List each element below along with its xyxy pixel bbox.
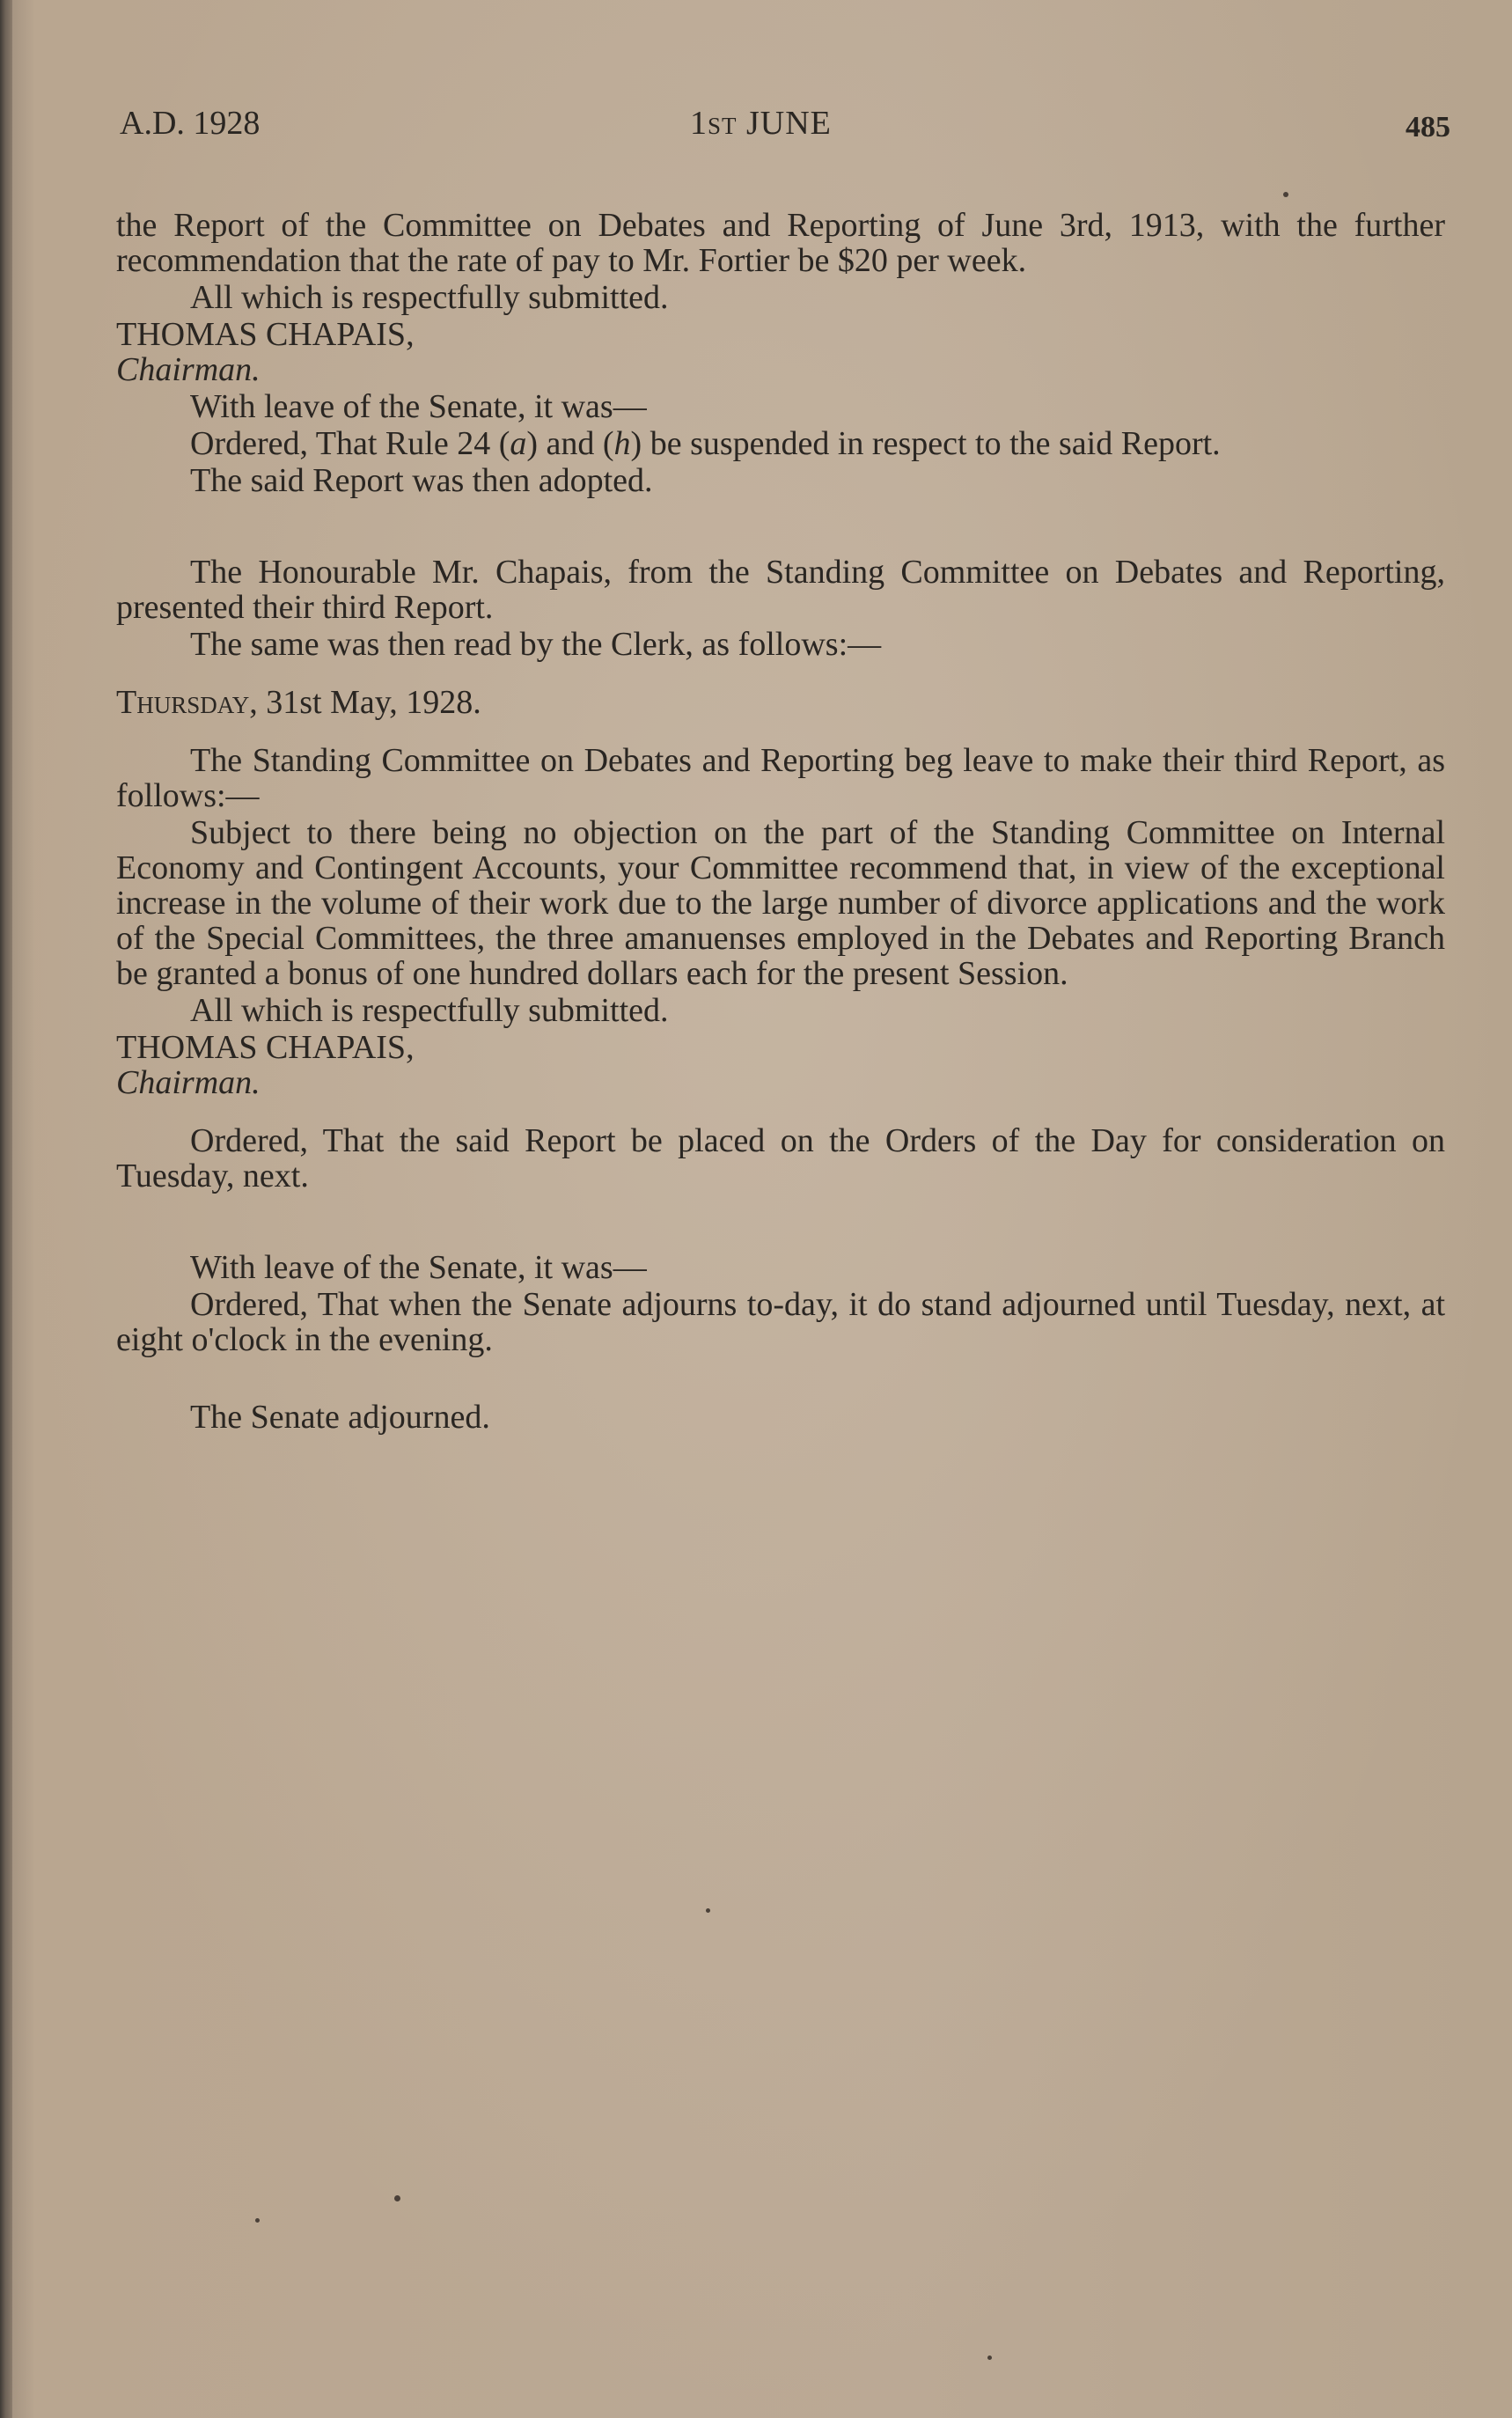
- ink-speck: [987, 2356, 992, 2360]
- paragraph-bonus-recommendation: Subject to there being no objection on the part of the Standing Committee on Internal Economy and Contingent Accounts, your Committee recommend that, in view of the exceptional increase in the volume of their work due to the large number of divorce applications and the work of the Special Committees, the three amanuenses employed in the Debates and Reporting Branch be granted a bonus of one hundred dollars each for the present Session.: [116, 814, 1445, 992]
- paragraph-rule-suspended: [116, 426, 1445, 461]
- text-fragment: ) and (: [526, 425, 614, 462]
- paragraph-committee-beg-leave: The Standing Committee on Debates and Reporting beg leave to make their third Report, as follows:—: [116, 742, 1445, 814]
- paragraph-leave-2: With leave of the Senate, it was—: [190, 1249, 647, 1286]
- paragraph-read-by-clerk: The same was then read by the Clerk, as follows:—: [190, 626, 882, 663]
- signature-title-1: Chairman.: [116, 351, 261, 388]
- header-year: A.D. 1928: [120, 105, 261, 142]
- page-number: 485: [1406, 111, 1450, 143]
- ink-speck: [706, 1908, 710, 1913]
- paragraph-leave-1: With leave of the Senate, it was—: [190, 388, 647, 425]
- report-date-rest: , 31st May, 1928.: [249, 684, 481, 721]
- paragraph-submitted-2: All which is respectfully submitted.: [190, 992, 669, 1029]
- report-date-day: Thursday: [116, 684, 250, 721]
- paragraph-submitted-1: All which is respectfully submitted.: [190, 279, 669, 316]
- text-fragment: ) be suspended in respect to the said Report.: [630, 425, 1221, 462]
- report-date-line: [116, 685, 1445, 720]
- paragraph-report-adopted: The said Report was then adopted.: [190, 462, 653, 499]
- text-fragment-italic: h: [613, 425, 631, 462]
- page-body: [116, 208, 1445, 1435]
- signature-title-2: Chairman.: [116, 1064, 261, 1101]
- header-date: 1st JUNE: [690, 105, 832, 142]
- text-fragment: Ordered, That Rule 24 (: [190, 425, 510, 462]
- text-fragment-italic: a: [510, 425, 527, 462]
- paragraph-orders-of-day: Ordered, That the said Report be placed on the Orders of the Day for consideration on Tuesday, next.: [116, 1122, 1445, 1194]
- paragraph-adjournment-order: Ordered, That when the Senate adjourns to-day, it do stand adjourned until Tuesday, next, at eight o'clock in the evening.: [116, 1286, 1445, 1358]
- paragraph-senate-adjourned: The Senate adjourned.: [190, 1399, 490, 1436]
- running-header: [120, 104, 1450, 157]
- ink-speck: [255, 2218, 260, 2223]
- ink-speck: [1283, 192, 1288, 197]
- ink-speck: [394, 2195, 400, 2201]
- paragraph-third-report-presented: The Honourable Mr. Chapais, from the Standing Committee on Debates and Reporting, presented their third Report.: [116, 554, 1445, 626]
- page-binding-edge: [0, 0, 12, 2418]
- paragraph-report-continuation: the Report of the Committee on Debates and Reporting of June 3rd, 1913, with the further recommendation that the rate of pay to Mr. Fortier be $20 per week.: [116, 207, 1445, 279]
- signature-name-1: THOMAS CHAPAIS,: [116, 316, 415, 353]
- signature-name-2: THOMAS CHAPAIS,: [116, 1029, 415, 1066]
